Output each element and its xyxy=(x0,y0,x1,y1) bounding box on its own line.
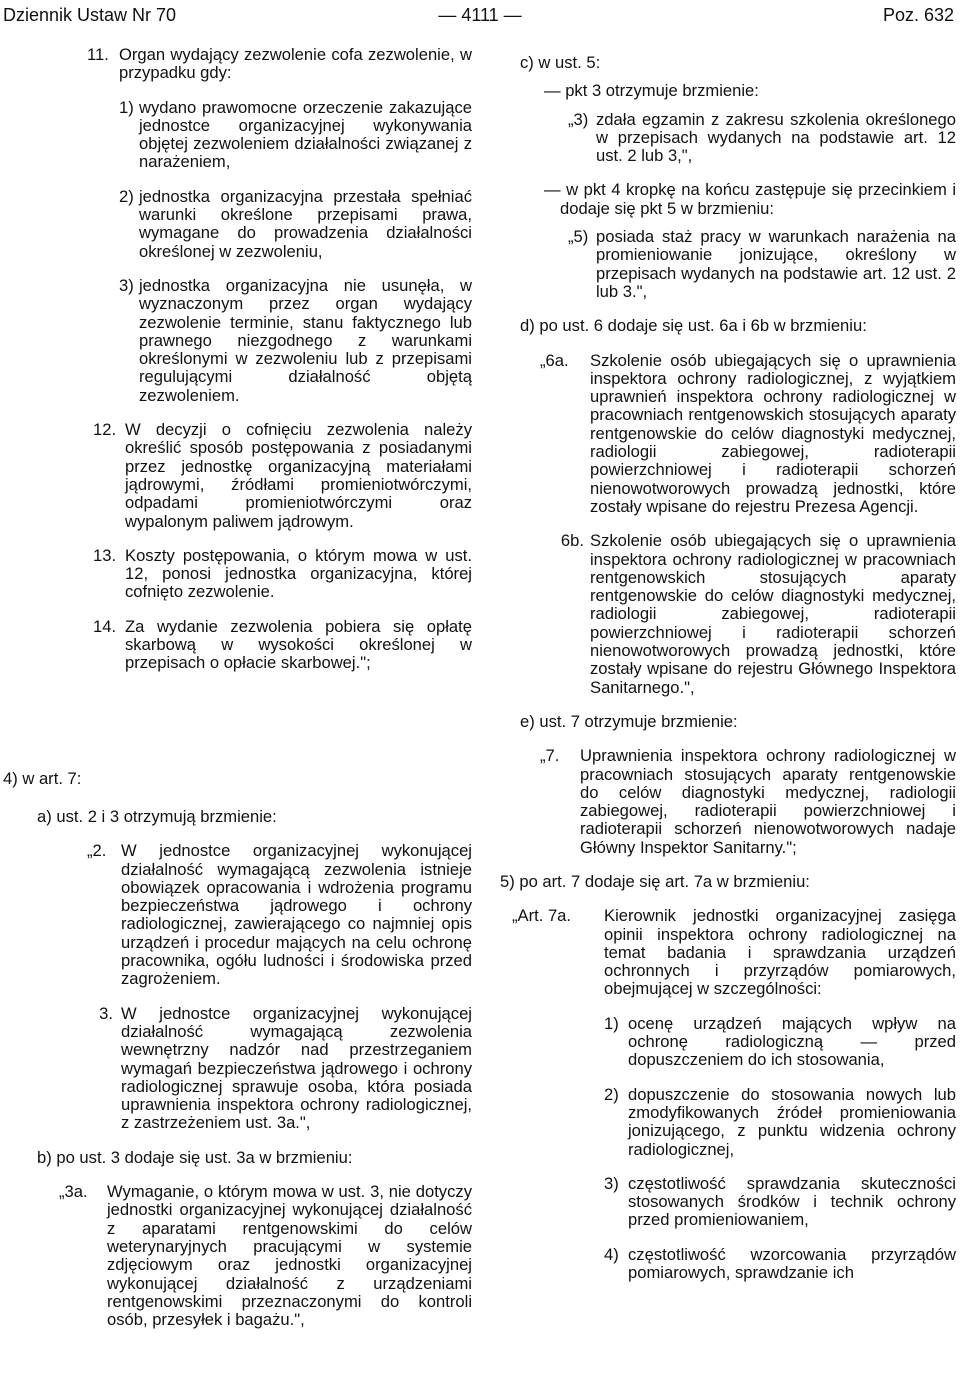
left-column-lower xyxy=(37,808,472,1329)
item-text: jednostka organizacyjna nie usunęła, w wyznaczonym przez organ wydający zezwolenie terminie, stanu faktycznego lub prawnego niezgodnego z warunkami określonymi w zezwoleniu lub z przepisami regulującymi działalność objętą zezwoleniem. xyxy=(139,275,472,405)
quote-pkt-3 xyxy=(568,111,956,166)
item-number: 2) xyxy=(119,186,134,206)
paragraph-14 xyxy=(93,618,472,673)
paragraph-text: W jednostce organizacyjnej wykonującej działalność wymagającą zezwolenia istnieje obowiązek opracowania i wdrożenia programu bezpieczeństwa jądrowego i ochrony radiologicznej, zawierającego co najmniej opis urządzeń i procedur mających na celu ochronę pracownika, ogółu ludności i środowiska przed zagrożeniem. xyxy=(121,841,472,989)
page-number: — 4111 — xyxy=(438,5,522,25)
quote-ust-6b xyxy=(540,532,956,697)
dash-item: — w pkt 4 kropkę na końcu zastępuje się przecinkiem i dodaje się pkt 5 w brzmieniu: xyxy=(544,180,956,218)
art-7a-items xyxy=(604,1015,956,1283)
item-text: ocenę urządzeń mających wpływ na ochronę radiologiczną — przed dopuszczeniem do ich stosowania, xyxy=(628,1013,956,1070)
paragraph-number: 11. xyxy=(87,45,109,64)
item-text: częstotliwość sprawdzania skuteczności stosowanych środków i technik ochrony przed promieniowaniem, xyxy=(628,1173,956,1230)
right-column xyxy=(500,53,956,1283)
journal-title: Dziennik Ustaw Nr 70 xyxy=(3,5,177,25)
amendment-art-7a-heading: 5) po art. 7 dodaje się art. 7a w brzmieniu: xyxy=(500,871,810,891)
amendment-art-7-heading: 4) w art. 7: xyxy=(3,769,82,788)
paragraph-number: „7. xyxy=(540,746,560,766)
quote-ust-2 xyxy=(87,842,472,988)
item-number: 3) xyxy=(604,1173,619,1193)
item-number: 3) xyxy=(119,275,134,295)
paragraph-text: Szkolenie osób ubiegających się o uprawnienia inspektora ochrony radiologicznej w pracowniach rentgenowskich stosujących aparaty rentgenowskie do celów diagnostyki medycznej, radiologii zabiegowej, radioterapii powierzchniowej i radioterapii schorzeń nienowotworowych prowadzą jednostki, które zostały wpisane do rejestru Głównego Inspektora Sanitarnego.", xyxy=(590,531,956,697)
item-text: dopuszczenie do stosowania nowych lub zmodyfikowanych źródeł promieniowania jonizującego, z punktu widzenia ochrony radiologicznej, xyxy=(628,1084,956,1159)
position-number: Poz. 632 xyxy=(882,5,954,25)
list-item xyxy=(604,1175,956,1230)
paragraph-number: 14. xyxy=(93,616,117,636)
paragraph-11 xyxy=(87,46,472,83)
list-item xyxy=(604,1246,956,1283)
list-item xyxy=(119,99,472,172)
subsection-c-heading: c) w ust. 5: xyxy=(520,53,601,72)
quote-ust-3a xyxy=(59,1183,472,1329)
item-text: zdała egzamin z zakresu szkolenia określonego w przepisach wydanych na podstawie art. 12 ust. 2 lub 3,", xyxy=(596,109,956,166)
paragraph-number: „2. xyxy=(87,841,107,861)
quote-art-7a xyxy=(512,907,956,998)
item-text: posiada staż pracy w warunkach narażenia na promieniowanie jonizujące, określony w przepisach wydanych na podstawie art. 12 ust. 2 lub 3.", xyxy=(596,227,956,301)
subsection-e-heading: e) ust. 7 otrzymuje brzmienie: xyxy=(520,711,738,731)
list-item xyxy=(119,188,472,261)
paragraph-text: W decyzji o cofnięciu zezwolenia należy określić sposób postępowania z posiadanymi przez jednostkę organizacyjną materiałami jądrowymi, źródłami promieniotwórczymi, odpadami promieniotwórczymi oraz wypalonym paliwem jądrowym. xyxy=(125,420,472,531)
subsection-a-heading: a) ust. 2 i 3 otrzymują brzmienie: xyxy=(37,807,277,826)
quote-ust-7 xyxy=(540,747,956,857)
item-text: jednostka organizacyjna przestała spełniać warunki określone przepisami prawa, wymagane do prowadzenia działalności określonej w zezwoleniu, xyxy=(139,186,472,261)
paragraph-text: Uprawnienia inspektora ochrony radiologicznej w pracowniach stosujących aparaty rentgenowskie do celów diagnostyki medycznej, radiologii zabiegowej, radioterapii powierzchniowej i radioterapii schorzeń nienowotworowych nadaje Główny Inspektor Sanitarny."; xyxy=(580,746,956,857)
left-column-upper xyxy=(87,46,472,673)
item-number: 1) xyxy=(119,97,134,117)
paragraph-13 xyxy=(93,547,472,602)
article-text: Kierownik jednostki organizacyjnej zasięga opinii inspektora ochrony radiologicznej na temat badania i sprawdzania urządzeń ochronnych i przyrządów pomiarowych, obejmującej w szczególności: xyxy=(604,906,956,999)
list-item xyxy=(604,1086,956,1159)
quote-ust-6a xyxy=(540,352,956,517)
dash-item: — pkt 3 otrzymuje brzmienie: xyxy=(544,81,759,101)
article-number: „Art. 7a. xyxy=(512,906,572,926)
list-item xyxy=(604,1015,956,1070)
subsection-d-heading: d) po ust. 6 dodaje się ust. 6a i 6b w brzmieniu: xyxy=(520,316,867,336)
item-text: częstotliwość wzorcowania przyrządów pomiarowych, sprawdzanie ich xyxy=(628,1244,956,1283)
paragraph-12 xyxy=(93,421,472,531)
item-number: „5) xyxy=(568,227,589,247)
paragraph-11-items xyxy=(87,99,472,405)
item-number: 2) xyxy=(604,1084,619,1104)
paragraph-text: Koszty postępowania, o którym mowa w ust. 12, ponosi jednostka organizacyjna, której cofnięto zezwolenie. xyxy=(125,545,472,602)
item-text: wydano prawomocne orzeczenie zakazujące jednostce organizacyjnej wykonywania objętej zezwoleniem działalności związanej z narażeniem, xyxy=(139,97,472,172)
item-number: „3) xyxy=(568,109,589,129)
paragraph-text: W jednostce organizacyjnej wykonującej działalność wymagającą zezwolenia wewnętrzny nadzór nad przestrzeganiem wymagań bezpieczeństwa jądrowego i ochrony radiologicznej sprawuje osoba, która posiada uprawnienia inspektora ochrony radiologicznej, z zastrzeżeniem ust. 3a.", xyxy=(121,1003,472,1133)
quote-pkt-5 xyxy=(568,228,956,301)
item-number: 4) xyxy=(604,1244,619,1264)
paragraph-text: Szkolenie osób ubiegających się o uprawnienia inspektora ochrony radiologicznej, z wyjątkiem uprawnień inspektora ochrony radiologicznej w pracowniach rentgenowskich stosujących aparaty rentgenowskie do celów diagnostyki medycznej, radiologii zabiegowej, radioterapii powierzchniowej i radioterapii schorzeń nienowotworowych prowadzą jednostki, które zostały wpisane do rejestru Prezesa Agencji. xyxy=(590,350,956,516)
subsection-b-heading: b) po ust. 3 dodaje się ust. 3a w brzmieniu: xyxy=(37,1147,353,1167)
quote-ust-3 xyxy=(87,1005,472,1133)
item-number: 1) xyxy=(604,1013,619,1033)
paragraph-text: Za wydanie zezwolenia pobiera się opłatę skarbową w wysokości określonej w przepisach o opłacie skarbowej."; xyxy=(125,616,472,673)
paragraph-number: „6a. xyxy=(540,350,569,370)
paragraph-number: 3. xyxy=(99,1003,113,1023)
paragraph-number: 13. xyxy=(93,545,117,565)
paragraph-text: Organ wydający zezwolenie cofa zezwolenie, w przypadku gdy: xyxy=(119,45,472,83)
page-header xyxy=(0,0,960,30)
paragraph-number: „3a. xyxy=(59,1182,88,1202)
list-item xyxy=(119,277,472,405)
paragraph-text: Wymaganie, o którym mowa w ust. 3, nie dotyczy jednostki organizacyjnej wykonującej działalność z aparatami rentgenowskimi do celów weterynaryjnych pracującymi w systemie zdjęciowym oraz jednostki organizacyjnej wykonującej działalność z urządzeniami rentgenowskimi przeznaczonymi do kontroli osób, przesyłek i bagażu.", xyxy=(107,1182,472,1330)
paragraph-number: 6b. xyxy=(560,531,584,551)
paragraph-number: 12. xyxy=(93,420,117,440)
